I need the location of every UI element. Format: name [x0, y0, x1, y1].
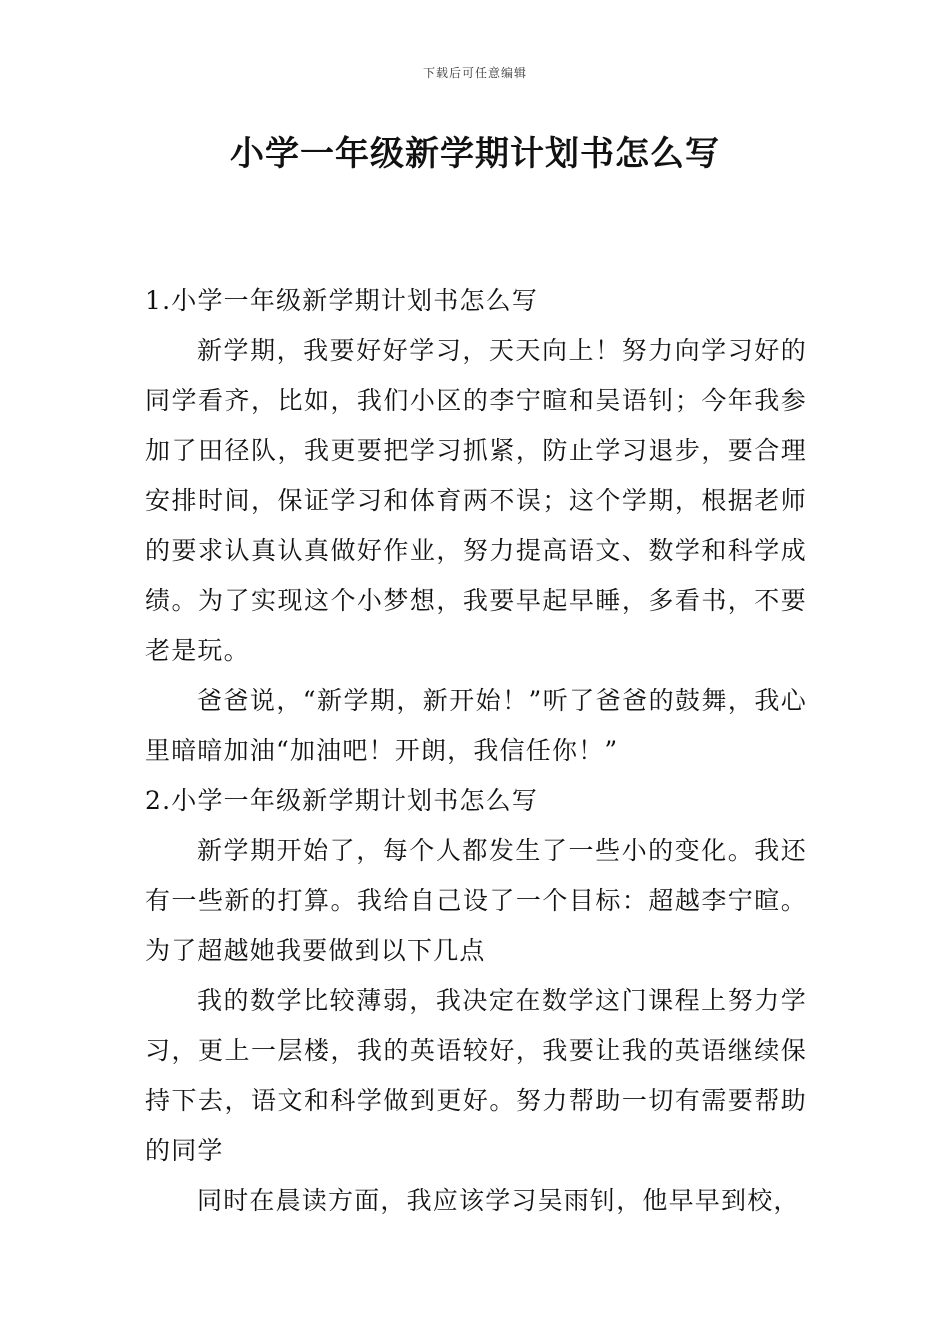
paragraph: 新学期开始了，每个人都发生了一些小的变化。我还有一些新的打算。我给自己设了一个目标：超越李宁暄。为了超越她我要做到以下几点	[145, 836, 807, 965]
document-body	[145, 276, 807, 1226]
header-note: 下载后可任意编辑	[422, 66, 527, 80]
paragraph: 爸爸说，“新学期，新开始！”听了爸爸的鼓舞，我心里暗暗加油“加油吧！开朗，我信任你！”	[145, 686, 807, 765]
paragraph: 新学期，我要好好学习，天天向上！努力向学习好的同学看齐，比如，我们小区的李宁暄和吴语钊；今年我参加了田径队，我更要把学习抓紧，防止学习退步，要合理安排时间，保证学习和体育两不误；这个学期，根据老师的要求认真认真做好作业，努力提高语文、数学和科学成绩。为了实现这个小梦想，我要早起早睡，多看书，不要老是玩。	[145, 336, 807, 665]
paragraph: 同时在晨读方面，我应该学习吴雨钊，他早早到校，	[197, 1186, 800, 1215]
page-title: 小学一年级新学期计划书怎么写	[230, 134, 720, 174]
paragraph: 我的数学比较薄弱，我决定在数学这门课程上努力学习，更上一层楼，我的英语较好，我要让我的英语继续保持下去，语文和科学做到更好。努力帮助一切有需要帮助的同学	[145, 986, 807, 1165]
section-heading-2: 2.小学一年级新学期计划书怎么写	[145, 786, 539, 815]
section-heading-1: 1.小学一年级新学期计划书怎么写	[145, 286, 539, 315]
